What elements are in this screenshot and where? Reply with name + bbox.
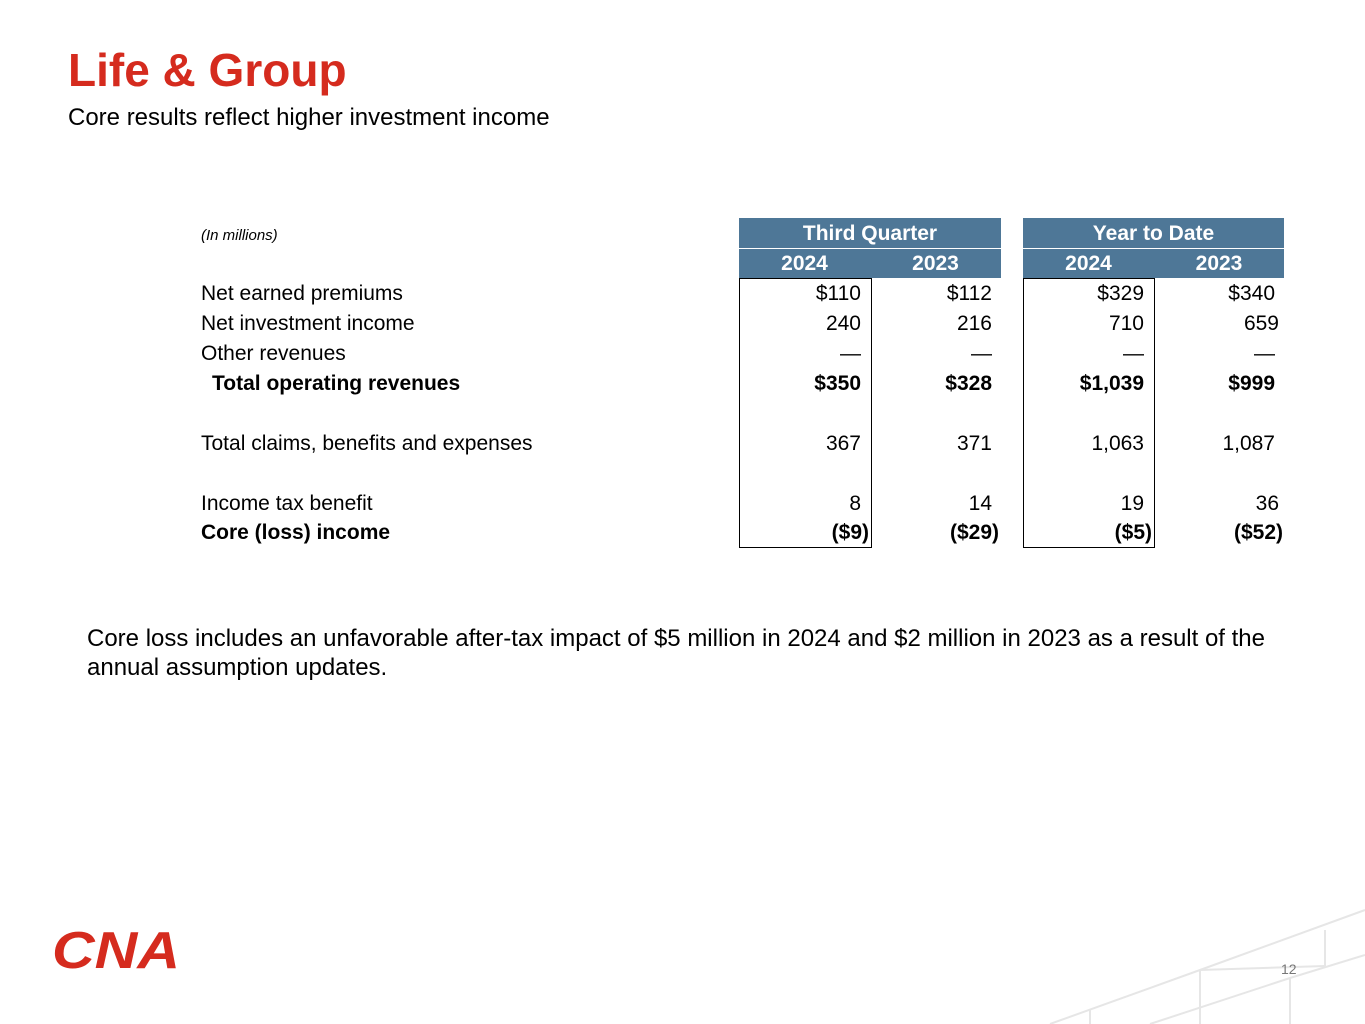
- row-label: Net earned premiums: [201, 282, 403, 305]
- row-label: Core (loss) income: [201, 521, 391, 544]
- cell-value: 1,063: [1091, 432, 1144, 455]
- cell-value: ($29): [949, 521, 999, 544]
- cell-value: —: [971, 342, 992, 365]
- cell-value: 216: [956, 312, 992, 335]
- cell-value: —: [840, 342, 861, 365]
- cell-value: 371: [956, 432, 992, 455]
- page-number: 12: [1281, 961, 1297, 977]
- cell-value: —: [1254, 342, 1275, 365]
- year-label: 2024: [1065, 252, 1112, 275]
- cell-value: $328: [945, 372, 992, 395]
- cell-value: $999: [1228, 372, 1275, 395]
- group-label-third-quarter: Third Quarter: [802, 222, 938, 245]
- row-label: Total claims, benefits and expenses: [201, 432, 533, 455]
- cell-value: 19: [1120, 492, 1144, 515]
- cell-value: 367: [825, 432, 861, 455]
- cell-value: ($5): [1114, 521, 1152, 544]
- cell-value: 14: [968, 492, 992, 515]
- row-label: Total operating revenues: [212, 372, 461, 395]
- cell-value: $340: [1228, 282, 1275, 305]
- cell-value: $1,039: [1079, 372, 1144, 395]
- logo-text: CNA: [52, 922, 180, 972]
- cell-value: 710: [1108, 312, 1144, 335]
- units-label: (In millions): [201, 227, 278, 244]
- year-label: 2023: [1195, 252, 1243, 275]
- cell-value: 1,087: [1222, 432, 1275, 455]
- group-label-year-to-date: Year to Date: [1092, 222, 1215, 245]
- cell-value: $329: [1097, 282, 1144, 305]
- cell-value: $110: [815, 282, 861, 305]
- row-label: Net investment income: [201, 312, 415, 335]
- year-label: 2023: [912, 252, 959, 275]
- decorative-grid-pattern: [1040, 900, 1365, 1024]
- cna-logo: [52, 922, 182, 972]
- row-label: Other revenues: [201, 342, 346, 365]
- cell-value: —: [1123, 342, 1144, 365]
- cell-value: 659: [1243, 312, 1279, 335]
- cell-value: ($52): [1233, 521, 1283, 544]
- cell-value: ($9): [831, 521, 869, 544]
- year-label: 2024: [781, 252, 828, 275]
- cell-value: 240: [825, 312, 861, 335]
- slide-subtitle: Core results reflect higher investment income: [68, 104, 550, 131]
- slide-title: Life & Group: [68, 44, 347, 96]
- cell-value: $350: [814, 372, 861, 395]
- cell-value: 8: [849, 492, 861, 515]
- row-label: Income tax benefit: [201, 492, 373, 515]
- cell-value: 36: [1255, 492, 1279, 515]
- footnote: Core loss includes an unfavorable after-tax impact of $5 million in 2024 and $2 million in 2023 as a result of the annual assumption updates.: [87, 625, 1266, 681]
- cell-value: $112: [946, 282, 992, 305]
